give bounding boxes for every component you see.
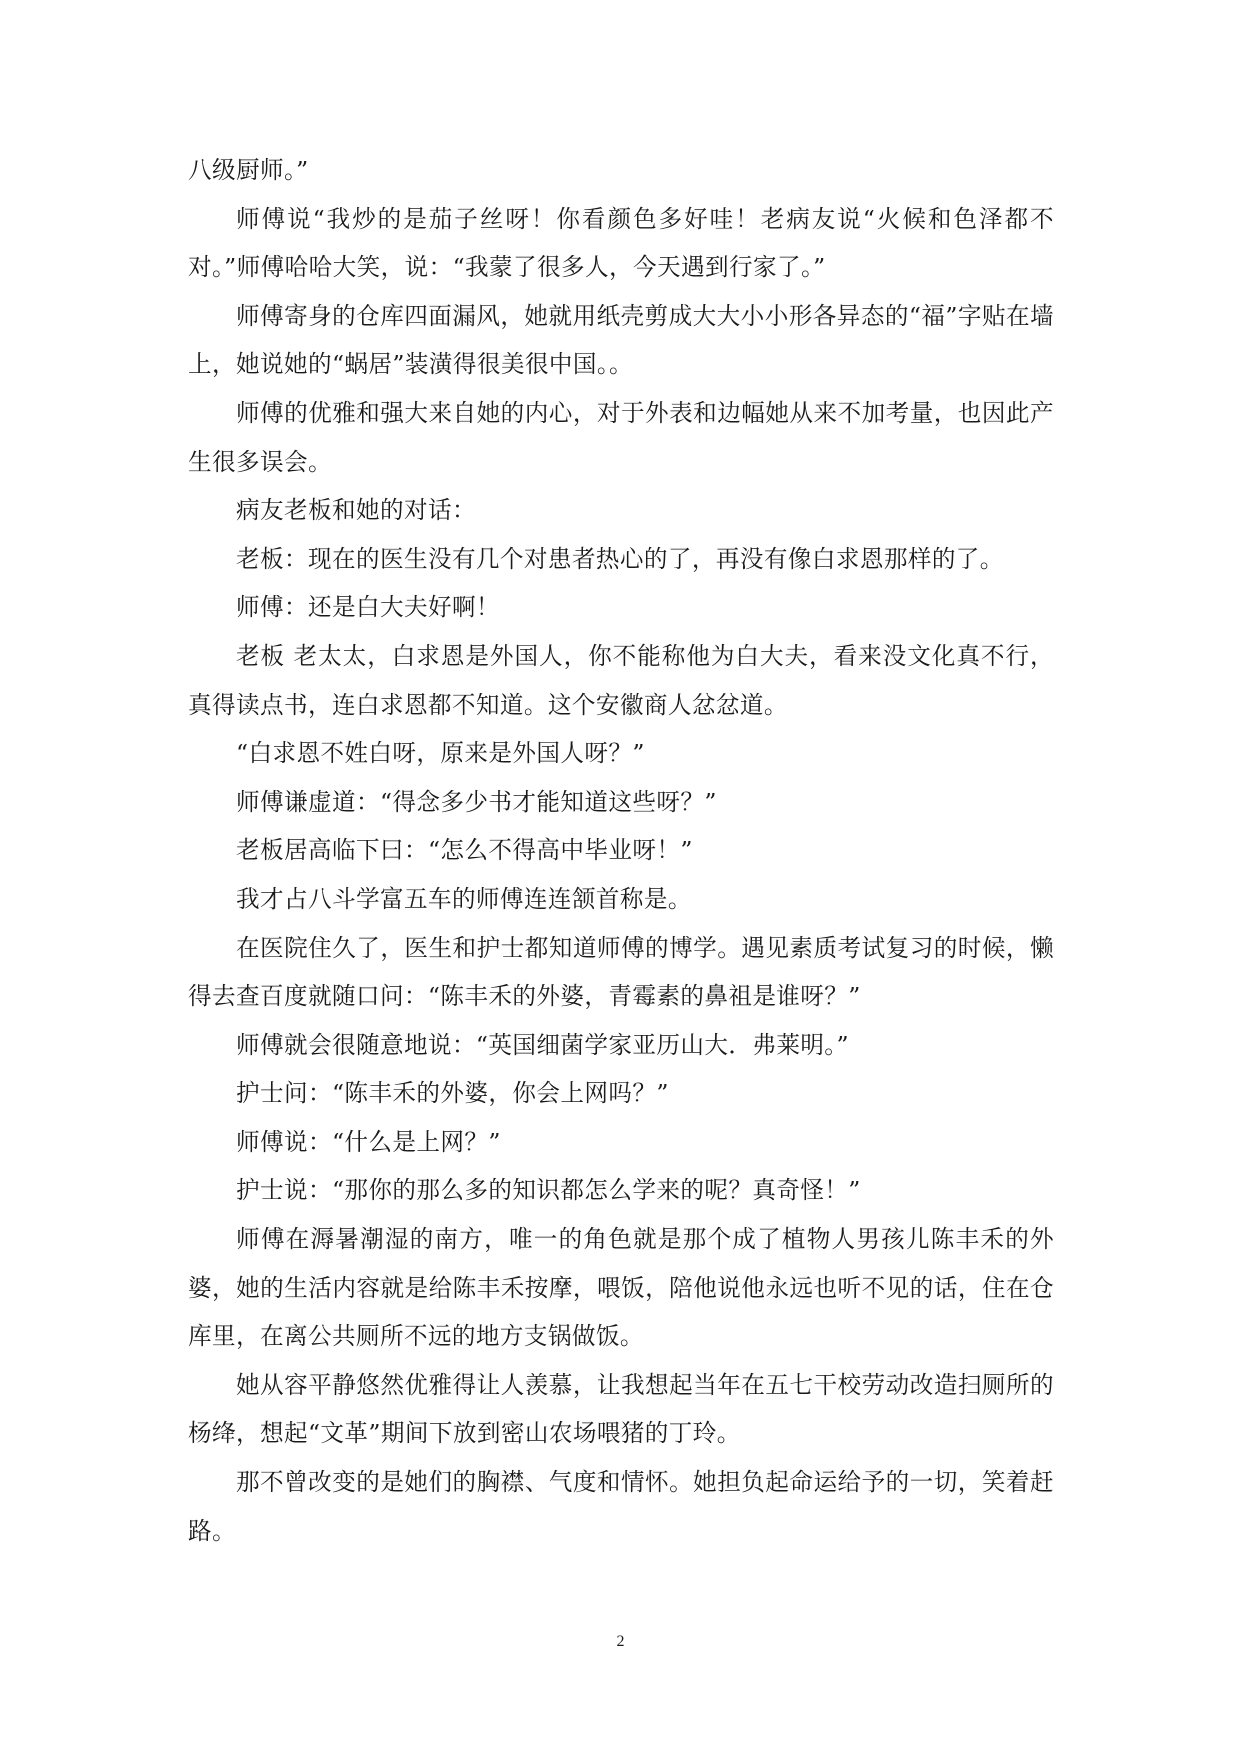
paragraph: 老板：现在的医生没有几个对患者热心的了，再没有像白求恩那样的了。 [236, 544, 1004, 573]
paragraph: 师傅：还是白大夫好啊！ [236, 593, 500, 622]
paragraph: 老板居高临下曰：“怎么不得高中毕业呀！” [236, 836, 693, 865]
paragraph: 她从容平静悠然优雅得让人羡慕，让我想起当年在五七干校劳动改造扫厕所的杨绛，想起“文革”期间下放到密山农场喂猪的丁玲。 [188, 1370, 1054, 1448]
paragraph: 师傅寄身的仓库四面漏风，她就用纸壳剪成大大小小形各异态的“福”字贴在墙上，她说她的“蜗居”装潢得很美很中国。。 [188, 301, 1054, 379]
paragraph: 师傅说“我炒的是茄子丝呀！你看颜色多好哇！老病友说“火候和色泽都不对。”师傅哈哈大笑，说：“我蒙了很多人，今天遇到行家了。” [188, 204, 1054, 282]
paragraph: 师傅谦虚道：“得念多少书才能知道这些呀？” [236, 787, 717, 816]
paragraph: 我才占八斗学富五车的师傅连连颔首称是。 [236, 884, 692, 913]
paragraph: 师傅说：“什么是上网？” [236, 1127, 501, 1156]
paragraph: 八级厨师。” [188, 156, 309, 184]
paragraph: “白求恩不姓白呀，原来是外国人呀？” [236, 739, 645, 768]
paragraph: 师傅就会很随意地说：“英国细菌学家亚历山大．弗莱明。” [236, 1030, 849, 1059]
paragraph: 护士说：“那你的那么多的知识都怎么学来的呢？真奇怪！” [236, 1176, 861, 1205]
paragraph: 护士问：“陈丰禾的外婆，你会上网吗？” [236, 1079, 669, 1108]
paragraph: 病友老板和她的对话： [236, 496, 476, 525]
body-text [188, 146, 1054, 1555]
paragraph: 师傅的优雅和强大来自她的内心，对于外表和边幅她从来不加考量，也因此产生很多误会。 [188, 398, 1054, 476]
paragraph: 在医院住久了，医生和护士都知道师傅的博学。遇见素质考试复习的时候，懒得去查百度就随口问：“陈丰禾的外婆，青霉素的鼻祖是谁呀？” [188, 933, 1054, 1011]
paragraph: 师傅在溽暑潮湿的南方，唯一的角色就是那个成了植物人男孩儿陈丰禾的外婆，她的生活内容就是给陈丰禾按摩，喂饭，陪他说他永远也听不见的话，住在仓库里，在离公共厕所不远的地方支锅做饭。 [188, 1225, 1054, 1351]
paragraph: 那不曾改变的是她们的胸襟、气度和情怀。她担负起命运给予的一切，笑着赶路。 [188, 1468, 1054, 1545]
page-number: 2 [616, 1633, 625, 1650]
paragraph: 老板 老太太，白求恩是外国人，你不能称他为白大夫，看来没文化真不行，真得读点书，连白求恩都不知道。这个安徽商人忿忿道。 [188, 641, 1054, 719]
